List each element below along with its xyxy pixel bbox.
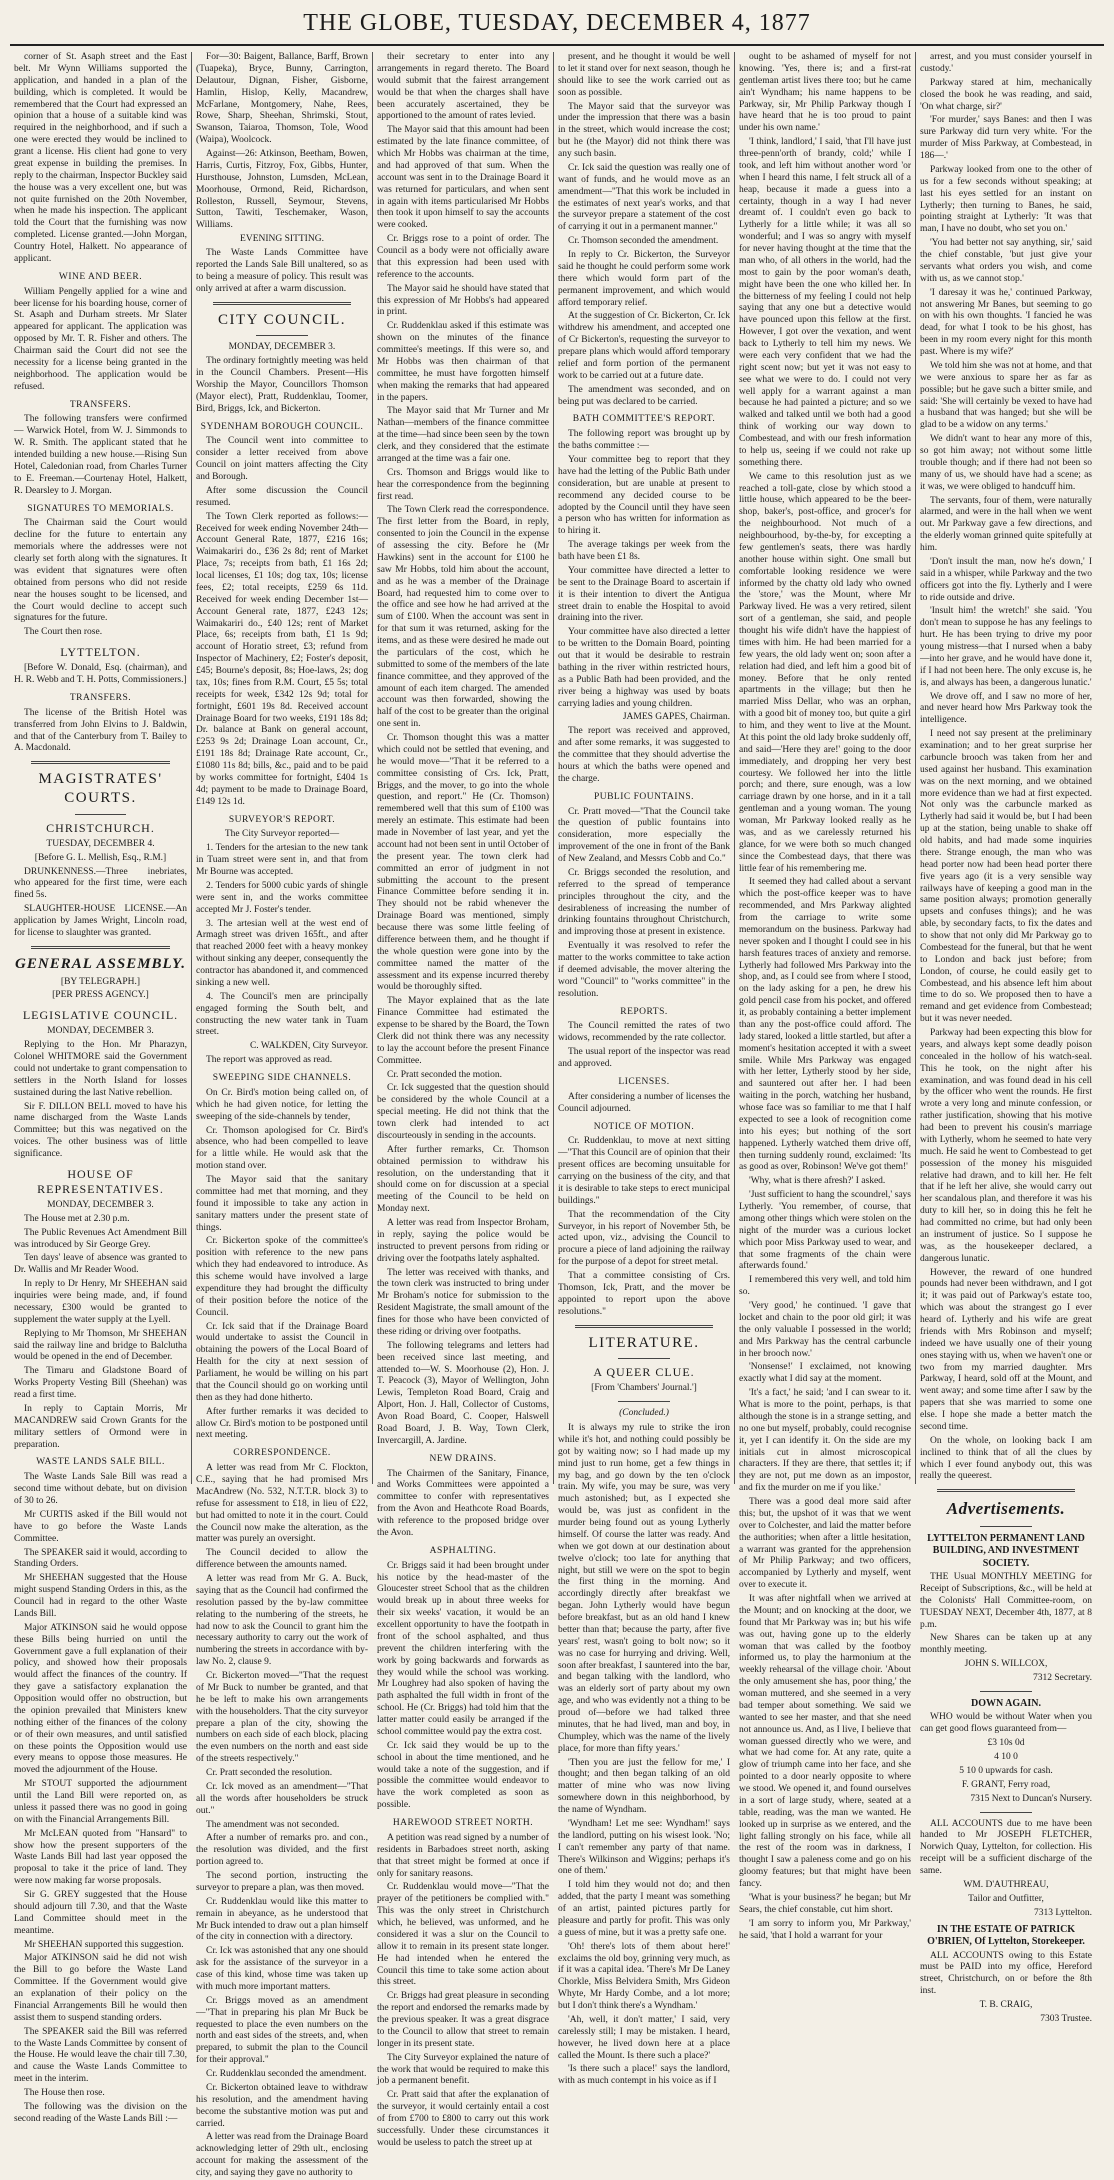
section-heading: BATH COMMITTEE'S REPORT. (572, 414, 716, 425)
section-heading: HAREWOOD STREET NORTH. (392, 1818, 534, 1828)
section-heading: SIGNATURES TO MEMORIALS. (27, 503, 174, 514)
section-heading: CITY COUNCIL. (217, 311, 347, 328)
article-paragraph: I told him they would not do; and then added, that the party I meant was something of an artist, painted pictures partly for pleasure and partly for profit. This was only a guess of mine, but it was a pretty safe one. (558, 1880, 730, 1938)
article-paragraph: present, and he thought it would be well to let it stand over for next season, though he should like to see the work carried out as soon as possible. (558, 52, 730, 98)
article-paragraph: It seemed they had called about a servant which the post-office keeper was to have recommended, and Mrs Parkway alighted from the carriage to write some memorandum on the business. Parkway had never spoken and I thought I could see in his harsh features traces of anxiety and remorse. Lytherly had followed Mrs Parkway into the shop, and, as I could see from where I stood, on the lady asking for a pen, he drew his gold pencil case from his pocket, and offered it, as probably containing a better implement than any the post-office could afford. The lady stared, looked a little startled, but after a moment's hesitation accepted it with a sweet smile. While Mrs Parkway was engaged with her letter, Lytherly stood by her side, and sauntered out after her. I had been waiting in the porch, watching her husband, whose face was so familiar to me that I half expected to see a look of recognition come into his eyes; but nothing of the sort happened. Lytherly watched them drive off, then turning suddenly round, exclaimed: 'Its as good as over, Robinson! We've got them!' (739, 877, 911, 1173)
article-paragraph: The Council decided to allow the difference between the amounts named. (196, 1548, 368, 1571)
article-paragraph: The ordinary fortnightly meeting was held in the Council Chambers. Present—His Worship the Mayor, Councillors Thomson (Mayor elect), Pratt, Ruddenklau, Toomer, Bird, Briggs, Ick, and Bickerton. (196, 356, 368, 414)
article-paragraph: Your committee have also directed a letter to be written to the Domain Board, pointing out that it would be desirable to restrain bathing in the river within restricted hours, as a Public Bath had been provided, and the river being a highway was used by boats carrying ladies and young children. (558, 627, 730, 709)
section-heading: A QUEER CLUE. (593, 1365, 695, 1380)
article-paragraph: There was a good deal more said after this; but, the upshot of it was that we went over to Colchester, and laid the matter before the authorities; when after a little hesitation, a warrant was granted for the apprehension of Mr Philip Parkway; and two officers, accompanied by Lytherly and myself, went over to execute it. (739, 1497, 911, 1591)
article-paragraph: The report was approved as read. (206, 1055, 333, 1066)
subheading: (Concluded.) (619, 1408, 669, 1419)
article-paragraph: The Court then rose. (24, 627, 103, 638)
signature-line: 7315 Next to Duncan's Nursery. (970, 1793, 1092, 1804)
article-paragraph: 'Ah, well, it don't matter,' I said, very carelessly still; I may be mistaken. I heard, however, he lived down here at a place called the Mount. Is there such a place?' (558, 2014, 730, 2061)
section-divider (980, 1812, 1032, 1813)
article-paragraph: William Pengelly applied for a wine and beer license for his boarding house, corner of St. Asaph and Durham streets. Mr Slater appeared for applicant. The application was opposed by Mr. T. R. Fisher and others. The Chairman said the Court did not see the necessity for a license being granted in the neighborhood. The application would be refused. (14, 286, 187, 392)
signature-line: JOHN S. WILLCOX, (964, 1659, 1048, 1670)
article-paragraph: Cr. Thomson thought this was a matter which could not be settled that evening, and he would move—"That it be referred to a committee consisting of Crs. Ick, Pratt, Briggs, and the mover, to go into the whole question, and report." He (Cr. Thomson) remembered well that this sum of £100 was merely an estimate. This estimate had been made in November of last year, and yet the account had not been sent in until October of the present year. The town clerk had committed an error of judgment in not submitting the account to the present Finance Committee before sending it in. They should not be rabid whenever the Drainage Board was mentioned, simply because there was some little feeling of difference between them, and he thought if the whole question were gone into by the committee named the matter of the assessment and its expense incurred thereby would be thoroughly sifted. (377, 733, 549, 993)
article-paragraph: After a number of remarks pro. and con., the resolution was divided, and the first portion agreed to. (196, 1833, 368, 1868)
article-paragraph: The SPEAKER said it would, according to Standing Orders. (14, 1547, 187, 1570)
article-paragraph: The Town Clerk read the correspondence. The first letter from the Board, in reply, consented to join the Council in the expense of assessing the city. Before he (Mr Hawkins) sent in the account for £100 he saw Mr Hobbs, told him about the account, and as he was a member of the Drainage Board, had requested him to come over to the office and see how he had arrived at the sum of £100. When the account was sent in for that sum it was returned, asking for the items, and as these were desired he made out the particulars of the cost, which he submitted to some of the members of the late finance committee, and they approved of the amount of each item charged. The amended account was then forwarded, showing the half of the cost to be greater than the original one sent in. (377, 505, 549, 730)
article-paragraph: The Waste Lands Committee have reported the Lands Sale Bill unaltered, so as to being a measure of policy. This result was only arrived at after a warm discussion. (196, 248, 368, 294)
centered-line: 5 10 0 upwards for cash. (959, 1765, 1053, 1776)
section-divider (31, 761, 169, 764)
article-paragraph: The license of the British Hotel was transferred from John Elvins to J. Baldwin, and that of the Canterbury from T. Bailey to A. Macdonald. (14, 707, 187, 754)
advertisement-heading: LYTTELTON PERMANENT LAND BUILDING, AND INVESTMENT SOCIETY. (927, 1532, 1085, 1569)
article-paragraph: 1. Tenders for the artesian to the new tank in Tuam street were sent in, and that from Mr Bourne was accepted. (196, 843, 368, 877)
section-divider (937, 1489, 1075, 1492)
article-paragraph: 'Nonsense!' I exclaimed, not knowing exactly what I did say at the moment. (739, 1362, 911, 1385)
article-paragraph: Cr. Ick moved as an amendment—"That all the words after householders be struck out." (196, 1781, 368, 1816)
article-paragraph: Against—26: Atkinson, Beetham, Bowen, Harris, Curtis, Fitzroy, Fox, Gibbs, Hunter, Hursthouse, Johnston, Lumsden, McLean, Moorhouse, Ormond, Reid, Richardson, Rolleston, Russell, Seymour, Stevens, Sutton, Tawiti, Teschemaker, Wason, Williams. (196, 149, 368, 231)
article-paragraph: The amendment was not seconded. (206, 1819, 340, 1830)
article-paragraph: 'I am sorry to inform you, Mr Parkway,' he said, 'that I hold a warrant for your (739, 1918, 911, 1941)
article-paragraph: It is always my rule to strike the iron while it's hot, and nothing could possibly be got by waiting now; so I had made up my mind just to run home, get a few things in my bag, and go down by the ten o'clock train. My wife, you may be sure, was very much astonished; but, as I expected she would be, was just as confident in the murder being found out as young Lytherly himself. Of course the latter was ready. And when we got down at our destination about twelve o'clock; too late for anything that night, but still we were on the spot to begin the first thing in the morning. And accordingly directly after breakfast we began. John Lytherly would have begun before breakfast, but as an old hand I knew better than that; because the party, after five years' rest, wasn't going to bolt now; so it was no case for hurrying and driving. Well, soon after breakfast, I sauntered into the bar, and began talking with the landlord, who was an elderly sort of party about my own age, and who was evidently not a thing to be proud of—before we had talked three minutes, that he had lived, man and boy, in Chumpley, which was the name of the lively place, for more than fifty years.' (558, 1423, 730, 1754)
column-2 (191, 52, 372, 2178)
article-paragraph: I remembered this very well, and told him so. (739, 1275, 911, 1298)
signature-line: T. B. CRAIG, (979, 2000, 1033, 2010)
article-paragraph: Major ATKINSON said he would oppose these Bills being hurried on until the Government gave a full explanation of their policy, and showed how their proposals would affect the finances of the country. If they gave a satisfactory explanation the Opposition would offer no obstruction, but the opinion prevailed that Ministers knew nothing either of the finances of the colony or of their own measures, and until satisfied on these points the Opposition would use every means to oppose those measures. He moved the adjournment of the House. (14, 1622, 187, 1776)
article-paragraph: I need not say present at the preliminary examination; and to her great surprise her carbuncle brooch was taken from her and used against her husband. This examination was on the next morning, and we obtained more evidence than we had at first expected. Not only was the carbuncle marked as Lytherly had said it would be, but I had been up at the station, being unable to shake off old habits, and had made some inquiries there. Strange enough, the man who was head porter now had been head porter there five years ago (it is a very sensible way railways have of keeping a good man in the same position always; promotion generally upsets and confuses things); and he was able, by secondary facts, to fix the dates and to show that not only did Mr Parkway go to Combestead for the funeral, but that he went to London and back just before; from London, of course, he could easily get to Combestead, and his absence left him about time to do so. We proposed then to have a remand and get evidence from Combestead; but it was never needed. (920, 729, 1092, 1025)
article-paragraph: Cr. Ick said they would be up to the school in about the time mentioned, and he would take a note of the suggestion, and if possible the committee would endeavor to have the work completed as soon as possible. (377, 1740, 549, 1811)
section-divider (980, 1691, 1032, 1692)
article-paragraph: Cr. Ruddenklau asked if this estimate was shown on the minutes of the finance committee's meetings. If this were so, and Mr Hobbs was then chairman of that committee, he must have forgotten himself when making the remarks that had appeared in the papers. (377, 321, 549, 403)
section-heading: TRANSFERS. (69, 692, 132, 703)
section-heading: MAGISTRATES' COURTS. (38, 771, 163, 806)
article-paragraph: The City Surveyor explained the nature of the work that would be required to make this job a permanent benefit. (377, 2052, 549, 2087)
article-paragraph: The following transfers were confirmed — Warwick Hotel, from W. J. Simmonds to W. R. Smith. The applicant stated that he intended building a new house.—Rising Sun Hotel, Caledonian road, from Charles Turner to E. Freeman.—Courtenay Hotel, Halkett, R. Dearsley to J. Morgan. (14, 414, 187, 496)
article-paragraph: In reply to Cr. Bickerton, the Surveyor said he thought he could perform some work there which would form part of the permanent improvement, and which would afford temporary relief. (558, 250, 730, 308)
section-heading: WASTE LANDS SALE BILL. (36, 1457, 165, 1468)
article-paragraph: Cr. Pratt seconded the resolution. (206, 1768, 333, 1778)
article-paragraph: Replying to the Hon. Mr Pharazyn, Colonel WHITMORE said the Government could not undertake to grant compensation to settlers in the North Island for losses sustained during the last Native rebellion. (14, 1040, 187, 1098)
article-paragraph: We told him she was not at home, and that we were anxious to spare her as far as possible; but he gave such a bitter smile, and said: 'She will certainly be vexed to have had a husband that was hanged; but she will be glad to be a widow on any terms.' (920, 360, 1092, 431)
article-paragraph: 4. The Council's men are principally engaged forming the South belt, and constructing the new water tank in Tuam street. (196, 991, 368, 1038)
article-paragraph: 'Is there such a place!' says the landlord, with as much contempt in his voice as if I (558, 2064, 730, 2087)
article-paragraph: Cr. Briggs seconded the resolution, and referred to the spread of temperance principles throughout the city, and the desirableness of increasing the number of drinking fountains throughout Christchurch, and improving those at present in existence. (558, 867, 730, 938)
article-paragraph: On the whole, on looking back I am inclined to think that of all the clues by which I ever found anybody out, this was really the queerest. (920, 1435, 1092, 1482)
article-paragraph: Mr SHEEHAN supported this suggestion. (24, 1939, 184, 1950)
column-6 (915, 52, 1096, 2024)
masthead: THE GLOBE, TUESDAY, DECEMBER 4, 1877 (303, 10, 811, 36)
section-heading: GENERAL ASSEMBLY. (15, 955, 186, 972)
article-paragraph: Cr. Bickerton moved—"That the request of Mr Buck to number be granted, and that he be left to make his own arrangements with the householders. That the city surveyor prepare a plan of the city, showing the numbers on each side of each block, placing the even numbers on the north and east side of the streets respectively." (196, 1671, 368, 1765)
column-5 (734, 52, 915, 1941)
section-divider (213, 302, 351, 305)
article-paragraph: The House met at 2.30 p.m. (24, 1213, 130, 1224)
article-paragraph: Cr. Ick suggested that the question should be considered by the whole Council at a special meeting. He did not think that the town clerk had intended to act discourteously in sending in the accounts. (377, 1083, 549, 1141)
article-paragraph: In reply to Captain Morris, Mr MACANDREW said Crown Grants for the military settlers of Ormond were in preparation. (14, 1403, 187, 1450)
article-paragraph: The Mayor said he should have stated that this expression of Mr Hobbs's had appeared in print. (377, 283, 549, 318)
section-heading: SURVEYOR'S REPORT. (228, 814, 336, 825)
article-paragraph: 'Oh! there's lots of them about here!' exclaims the old boy, grinning very much, as if it was a capital idea. 'There's Mr De Laney Chorkle, Miss Belvidera Smith, Mrs Gideon Whyte, Mr Hardy Combe, and a lot more; but I don't think there's a Wyndham.' (558, 1941, 730, 2011)
article-paragraph: 3. The artesian well at the west end of Armagh street was driven 165ft., and after that reached 2000 feet with a heavy monkey without sinking any deeper, consequently the contractor has abandoned it, and commenced sinking a new well. (196, 918, 368, 988)
centered-line: [PER PRESS AGENCY.] (52, 990, 149, 1001)
signature-line: WM. D'AUTHREAU, (963, 1879, 1049, 1890)
section-heading: HOUSE OF REPRESENTATIVES. (37, 1166, 164, 1196)
section-heading: WINE AND BEER. (58, 271, 143, 282)
article-paragraph: Eventually it was resolved to refer the matter to the works committee to take action if deemed advisable, the mover altering the word "Council" to "works committee" in the resolution. (558, 941, 730, 999)
article-paragraph: For—30: Baigent, Ballance, Barff, Brown (Tuapeka), Bryce, Bunny, Carrington, Delautour, Dignan, Fisher, Gisborne, Hamlin, Hislop, Kelly, Macandrew, McFarlane, Montgomery, Nahe, Rees, Rowe, Sharp, Sheehan, Shrimski, Stout, Swanson, Taiaroa, Thomson, Tole, Wood (Waipa), Woolcock. (196, 52, 368, 146)
centered-line: MONDAY, DECEMBER 3. (47, 1026, 154, 1037)
article-paragraph: ALL ACCOUNTS due to me have been handed to Mr JOSEPH FLETCHER, Norwich Quay, Lyttelton, for collection. His receipt will be a sufficient discharge of the same. (920, 1818, 1092, 1876)
article-paragraph: Mr CURTIS asked if the Bill would not have to go before the Waste Lands Committee. (14, 1509, 187, 1544)
article-paragraph: Your committee have directed a letter to be sent to the Drainage Board to ascertain if it is their intention to divert the Antigua street drain to enable the Hospital to avoid draining into the river. (558, 565, 730, 624)
article-paragraph: Cr. Pratt said that after the explanation of the surveyor, it would certainly entail a cost of from £700 to £800 to carry out this work successfully. Under these circumstances it would be useless to patch the street up at (377, 2090, 549, 2148)
article-paragraph: Parkway had been expecting this blow for years, and always kept some deadly poison concealed in the hollow of his watch-seal. This he took, on the night after his examination, and was found dead in his cell by the officer who went the rounds. He first wrote a very long and minute confession, or rather justification, showing that his motive had been to prevent his cousin's marriage with Lytherly, whom he seemed to hate very much. He said he went to Combestead to get possession of the money his misguided relative had drawn, and to kill her. He felt that if he left her alive, she would carry out her scandalous plan, and therefore it was his duty to kill her, so in doing this he felt he had committed no crime, but had only been an instrument of justice. So I suppose he was, as the housekeeper declared, a dangerous lunatic. (920, 1028, 1092, 1264)
article-paragraph: 'What is your business?' he began; but Mr Sears, the chief constable, cut him short. (739, 1892, 911, 1915)
article-paragraph: Cr. Bickerton spoke of the committee's position with reference to the new pans which they had endeavored to introduce. As this scheme would have involved a large expenditure they had brought the difficulty of their position before the notice of the Council. (196, 1236, 368, 1318)
section-divider (575, 1325, 713, 1328)
article-paragraph: Cr. Ick said that if the Drainage Board would undertake to assist the Council in obtaining the powers of the Local Board of Health for the city at next session of Parliament, he would be willing on his part that the Council should go on working until then as they had done hitherto. (196, 1321, 368, 1403)
article-paragraph: A letter was read from the Drainage Board acknowledging letter of 29th ult., enclosing account for making the assessment of the city, and saying they gave no authority to (196, 2132, 368, 2178)
article-paragraph: New Shares can be taken up at any monthly meeting. (920, 1633, 1092, 1656)
article-paragraph: Cr. Briggs had great pleasure in seconding the report and endorsed the remarks made by the previous speaker. It was a great disgrace to the Council to allow that street to remain longer in its present state. (377, 1991, 549, 2049)
section-heading: NOTICE OF MOTION. (593, 1121, 695, 1132)
article-paragraph: We came to this resolution just as we reached a toll-gate, close by which stood a little house, which appeared to be the beer-shop, baker's, post-office, and grocer's for the neighbourhood. Not much of a neighbourhood, by-the-by, for excepting a few gentlemen's seats, there was hardly another house within sight. One small but comfortable looking residence we were informed by the chatty old lady who owned the 'store,' was the Mount, where Mr Parkway lived. He was a very retired, silent sort of a gentleman, she said, and people thought his wife didn't have the happiest of times with him. He had been married for a few years, the old lady went on; soon after a relation had died, and left him a good bit of money. Before that he only rented apartments in the village; but then he married Miss Dellar, who was an orphan, with a good bit of money too, but quite a girl to him, and they went to live at the Mount. At this point the old lady broke suddenly off, and said—'Here they are!' going to the door immediately, and dropping her very best courtesy. We followed her into the little porch; and there, sure enough, was a low carriage drawn by one horse, and in it a tall gentleman and a young woman. The young woman, Mr Parkway looked really as he was, and as we carelessly returned his glance, for we were both so much changed since the Combestead days, that there was little fear of his remembering me. (739, 471, 911, 874)
article-paragraph: The Council remitted the rates of two widows, recommended by the rate collector. (558, 1021, 730, 1044)
article-paragraph: Cr. Thomson apologised for Cr. Bird's absence, who had been compelled to leave for a little while. He would ask that the motion stand over. (196, 1125, 368, 1172)
article-paragraph: 'I think, landlord,' I said, 'that I'll have just three-penn'orth of brandy, cold;' while I took, and left him without another word 'or when I heard this name, I felt struck all of a heap, because it made a guess into a certainty, though in a way I had never dreamt of. I couldn't even go back to Lytherly for a little while; it was all so wonderful; and I was so angry with myself for never having thought at the time that the man who, of all others in the world, had the most to gain by the poor woman's death, might have been the one who killed her. In the bitterness of my feeling I could not help saying that any one but a detective would have pounced upon this fellow at the first. However, I got over the vexation, and went back to Lytherly to tell him my news. We were each very confident that we had the right scent now; but yet it was not easy to see what we were to do. I could not very well apply for a warrant against a man because he had painted a picture; and so we walked and talked until we both had a good think of working our way down to Combestead, and with our fresh information to help us, seeing if we could not rake up something there. (739, 137, 911, 468)
section-heading: LYTTELTON. (60, 645, 141, 660)
article-paragraph: Cr. Briggs moved as an amendment—"That in preparing his plan Mr Buck be requested to place the even numbers on the north and east sides of the streets, and, when prepared, to submit the plan to the Council for their approval." (196, 1995, 368, 2066)
advertisement-heading: DOWN AGAIN. (970, 1697, 1041, 1709)
centered-line: EVENING SITTING. (240, 234, 324, 245)
section-heading: LICENSES. (618, 1076, 670, 1087)
article-paragraph: The following was the division on the second reading of the Waste Lands Bill :— (14, 2101, 187, 2124)
advertisement-heading: IN THE ESTATE OF PATRICK O'BRIEN, Of Lyttelton, Storekeeper. (927, 1923, 1085, 1947)
article-paragraph: ALL ACCOUNTS owing to this Estate must be PAID into my office, Hereford street, Christchurch, on or before the 8th inst. (920, 1950, 1092, 1997)
signature-line: 7312 Secretary. (1033, 1673, 1092, 1683)
article-paragraph: 'For murder,' says Banes: and then I was sure Parkway did turn very white. 'For the murder of Miss Parkway, at Combestead, in 186—.' (920, 115, 1092, 161)
section-heading: SWEEPING SIDE CHANNELS. (212, 1073, 352, 1083)
section-divider (980, 1526, 1032, 1527)
article-paragraph: 'I daresay it was he,' continued Parkway, not answering Mr Banes, but seeming to go on with his own thoughts. 'I fancied he was dead, for what I took to be his ghost, has been in my room every night for this month past. Where is my wife?' (920, 287, 1092, 357)
article-paragraph: A petition was read signed by a number of residents in Barbadoes street north, asking that that street might be formed at once if only for sanitary reasons. (377, 1832, 549, 1879)
section-heading: REPORTS. (620, 1006, 668, 1017)
article-paragraph: The Chairmen of the Sanitary, Finance, and Works Committees were appointed a committee to confer with representatives from the Avon and Heathcote Road Boards, with reference to the proposed bridge over the Avon. (377, 1468, 549, 1538)
article-paragraph: A letter was read from Inspector Broham, in reply, saying the police would be instructed to prevent persons from riding or driving over the footpaths lately asphalted. (377, 1218, 549, 1264)
article-paragraph: corner of St. Asaph street and the East belt. Mr Wynn Williams supported the application, and handed in a plan of the building, which is completed. It would be remembered that the Court had expressed an opinion that a house of a suitable kind was required in the neighborhood, and if such a one were erected they would be inclined to grant a license. His client had gone to very great expense in building the premises. In reply to the chairman, Inspector Buckley said the house was a very excellent one, but was not quite furnished on the 20th November, when he made his inspection. The applicant told the Court that the furnishing was now completed. License granted.—John Morgan, Country Hotel, Halkett. No appearance of applicant. (14, 52, 187, 264)
article-paragraph: A letter was read from Mr G. A. Buck, saying that as the Council had confirmed the resolution passed by the by-law committee relating to the numbering of the streets, he had now to ask the Council to grant him the necessary authority to carry out the work of numbering the streets in accordance with by-law No. 2, clause 9. (196, 1574, 368, 1668)
article-paragraph: Cr. Pratt moved—"That the Council take the question of public fountains into consideration, more especially the improvement of the one in front of the Bank of New Zealand, and Messrs Cobb and Co." (558, 806, 730, 864)
article-paragraph: 'Very good,' he continued. 'I gave that locket and chain to the poor old girl; it was the only valuable I possessed in the world; and Mrs Parkway has the central carbuncle in her brooch now.' (739, 1301, 911, 1359)
article-paragraph: The Council went into committee to consider a letter received from above Council on joint matters affecting the City and Borough. (196, 436, 368, 482)
article-paragraph: Cr. Ruddenklau seconded the amendment. (206, 2069, 367, 2079)
article-paragraph: The Waste Lands Sale Bill was read a second time without debate, but on division of 30 to 26. (14, 1472, 187, 1506)
article-paragraph: Cr. Bickerton obtained leave to withdraw his resolution, and the amendment having become the substantive motion was put and carried. (196, 2082, 368, 2129)
article-paragraph: The Town Clerk reported as follows:—Received for week ending November 24th—Account General Rate, 1877, £216 16s; Waimakariri do., £36 2s 8d; rent of Market Place, 7s; receipts from bath, £1 16s 2d; local licenses, £1 10s; dog tax, 10s; license fees, £2; total receipts, £259 6s 11d. Received for week ending December 1st—Account General rate, 1877, £243 12s; Waimakariri do., £40 12s; rent of Market Place, 6s; receipts from bath, £1 1s 9d; account of Horatio street, £3; refund from Inspector of Machinery, £2; Foster's deposit, £45; Bourne's deposit, 8s; Hoe-laws, 2s; dog tax, 10s; fines from R.M. Court, £5 5s; total receipts for week, £342 12s 9d; total for fortnight, £601 19s 8d. Received account Drainage Board for two weeks, £191 18s 8d; Dr. balance at Bank on general account, £253 9s 2d; Drainage Loan account, Cr., £191 18s 8d; Drainage Rate account, Cr., £1080 11s 8d; bills, &c., paid and to be paid by works committee for fortnight, £404 1s 4d; payment to be made to Drainage Board, £149 12s 1d. (196, 511, 368, 807)
signature-line: C. WALKDEN, City Surveyor. (249, 1041, 368, 1052)
signature-line: 7313 Lyttelton. (1033, 1907, 1092, 1918)
article-paragraph: Your committee beg to report that they have had the letting of the Public Bath under consideration, but are unable at present to recommend any decided course to be adopted by the Council until they have seen a person who has written for information as to hiring it. (558, 455, 730, 537)
article-paragraph: We didn't want to hear any more of this, so got him away; not without some little trouble though; and if there had not been so many of us, we should have had a scene; as it was, we were obliged to handcuff him. (920, 434, 1092, 492)
column-3 (372, 52, 553, 2148)
signature-line: F. GRANT, Ferry road, (961, 1779, 1051, 1790)
centered-line: The City Surveyor reported— (224, 829, 340, 840)
section-heading: Advertisements. (946, 1499, 1066, 1519)
centered-line: TUESDAY, DECEMBER 4. (46, 838, 155, 849)
article-paragraph: The following report was brought up by the baths committee :— (558, 429, 730, 452)
article-paragraph: ought to be ashamed of myself for not knowing. 'Yes, there is; and a first-rat gentleman artist lives there too; but he came ain't Wyndham; his name happens to be Parkway, sir, Mr Philip Parkway though I have heard that he is too proud to paint under his own name.' (739, 52, 911, 134)
article-paragraph: The Mayor said that the sanitary committee had met that morning, and they found it impossible to take any action in sanitary matters under the present state of things. (196, 1175, 368, 1233)
centered-line: [BY TELEGRAPH.] (60, 976, 141, 987)
article-paragraph: Mr SHEEHAN suggested that the House might suspend Standing Orders in this, as the Council had in regard to the other Waste Lands Bill. (14, 1573, 187, 1619)
signature-line: JAMES GAPES, Chairman. (622, 712, 730, 723)
article-paragraph: The amendment was seconded, and on being put was declared to be carried. (558, 384, 730, 407)
article-paragraph: Cr. Ick said the question was really one of want of funds, and he would move as an amendment—"That this work be included in the estimates of next year's works, and that the surveyor prepare a statement of the cost of carrying it out in a permanent manner." (558, 162, 730, 233)
article-paragraph: However, the reward of one hundred pounds had never been withdrawn, and I got it; it was paid out of Parkway's estate too, which was about the strangest go I ever heard of. Lytherly and his wife are great friends with Mrs Robinson and myself; indeed we have usually one of their young ones staying with us, when we haven't one or two from my married daughter. Mrs Parkway, I heard, sold off at the Mount, and went away; and some time after I saw by the papers that she was married to some one else. I hope she made a better match the second time. (920, 1267, 1092, 1432)
article-paragraph: Ten days' leave of absence was granted to Dr. Wallis and Mr Reader Wood. (14, 1253, 187, 1276)
article-paragraph: arrest, and you must consider yourself in custody.' (920, 52, 1092, 74)
article-paragraph: The Mayor said that the surveyor was under the impression that there was a basin in the street, which would increase the cost; but he (the Mayor) did not think there was any such basin. (558, 101, 730, 159)
article-paragraph: Parkway stared at him, mechanically closed the book he was reading, and said, 'On what charge, sir?' (920, 77, 1092, 112)
centered-line: 4 10 0 (994, 1752, 1018, 1762)
article-paragraph: That a committee consisting of Crs. Thomson, Ick, Pratt, and the mover be appointed to report upon the above resolutions." (558, 1271, 730, 1317)
article-paragraph: The usual report of the inspector was read and approved. (558, 1047, 730, 1069)
article-paragraph: Mr STOUT supported the adjournment until the Land Bill were reported on, as unless it passed there was no good in going on with the Financial Arrangements Bill. (14, 1779, 187, 1825)
article-paragraph: [Before W. Donald, Esq. (chairman), and H. R. Webb and T. H. Potts, Commissioners.] (14, 663, 187, 685)
section-heading: TRANSFERS. (69, 399, 132, 410)
article-paragraph: The House then rose. (24, 2088, 105, 2098)
column-4 (553, 52, 734, 2087)
article-paragraph: The second portion, instructing the surveyor to prepare a plan, was then moved. (196, 1871, 368, 1893)
article-paragraph: The Timaru and Gladstone Board of Works Property Vesting Bill (Sheehan) was read a first time. (14, 1366, 187, 1400)
centered-line: [Before G. L. Mellish, Esq., R.M.] (34, 852, 167, 863)
article-paragraph: After considering a number of licenses the Council adjourned. (558, 1091, 730, 1114)
article-paragraph: A letter was read from Mr C. Flockton, C.E., saying that he had promised Mrs MacAndrew (No. 532, N.T.T.R. block 3) to refuse for assessment to £18, in lieu of £22, but had omitted to note it in the court. Could the Council now make the alteration, as the matter was purely an oversight. (196, 1463, 368, 1545)
section-heading: LITERATURE. (588, 1334, 700, 1351)
article-paragraph: At the suggestion of Cr. Bickerton, Cr. Ick withdrew his amendment, and accepted one of Cr Bickerton's, requesting the surveyor to prepare plans which would afford temporary relief and form portion of the permanent work to be carried out at a future date. (558, 311, 730, 381)
article-paragraph: Cr. Thomson seconded the amendment. (568, 236, 719, 247)
section-divider (618, 1358, 670, 1359)
article-paragraph: The Public Revenues Act Amendment Bill was introduced by Sir George Grey. (14, 1227, 187, 1250)
article-paragraph: We drove off, and I saw no more of her, and never heard how Mrs Parkway took the intelligence. (920, 691, 1092, 726)
article-paragraph: Cr. Ruddenklau would like this matter to remain in abeyance, as he understood that Mr Buck intended to draw out a plan himself of the city in connection with a directory. (196, 1896, 368, 1943)
section-divider (256, 335, 308, 336)
centered-line: MONDAY, DECEMBER 3. (47, 1199, 154, 1210)
section-divider (75, 814, 127, 815)
article-paragraph: 2. Tenders for 5000 cubic yards of shingle were sent in, and the works committee accepted Mr J. Foster's tender. (196, 880, 368, 915)
article-paragraph: 'Then you are just the fellow for me,' I thought; and then began talking of an old matter of mine who was now living somewhere down in this neighborhood, by the name of Wyndham. (558, 1757, 730, 1815)
centered-line: MONDAY, DECEMBER 3. (228, 342, 336, 353)
columns-container (10, 52, 1104, 2178)
article-paragraph: That the recommendation of the City Surveyor, in his report of November 5th, be acted upon, viz., advising the Council to procure a piece of land adjoining the railway for the purpose of a depot for street metal. (558, 1209, 730, 1268)
article-paragraph: DRUNKENNESS.—Three inebriates, who appeared for the first time, were each fined 5s. (14, 866, 187, 901)
section-heading: NEW DRAINS. (429, 1453, 497, 1464)
column-1 (10, 52, 191, 2124)
article-paragraph: Crs. Thomson and Briggs would like to hear the correspondence from the beginning first read. (377, 467, 549, 502)
section-heading: CORRESPONDENCE. (233, 1448, 331, 1459)
article-paragraph: 'Wyndham! Let me see: Wyndham!' says the landlord, putting on his wisest look. 'No; I can't remember any party of that name. There's Wilkinson and Wiggins; perhaps it's one of them.' (558, 1818, 730, 1877)
section-divider (618, 1401, 670, 1402)
article-paragraph: Replying to Mr Thomson, Mr SHEEHAN said the railway line and bridge to Balclutha would be opened in the end of December. (14, 1328, 187, 1363)
article-paragraph: 'Don't insult the man, now he's down,' I said in a whisper, while Parkway and the two officers got into the fly. Lytherly and I were to ride outside and drive. (920, 556, 1092, 603)
article-paragraph: 'Insult him! the wretch!' she said. 'You don't mean to suppose he has any feelings to hurt. He has been trying to drive my poor young mistress—that I nursed when a baby—into her grave, and he would have done it, if I had not been here. The only excuse is, he is, and always has been, a dangerous lunatic.' (920, 606, 1092, 688)
article-paragraph: The Chairman said the Court would decline for the future to entertain any memorials where the addresses were not clearly set forth along with the signatures. It was evident that signatures were often obtained from persons who did not reside near the houses sought to be licensed, and the Court would decline to accept such signatures for the future. (14, 518, 187, 624)
article-paragraph: Sir G. GREY suggested that the House should adjourn till 7.30, and that the Waste Land Committee should meet in the meantime. (14, 1890, 187, 1936)
article-paragraph: WHO would be without Water when you can get good flows guaranteed from— (920, 1712, 1092, 1735)
article-paragraph: After some discussion the Council resumed. (196, 485, 368, 508)
article-paragraph: 'Why, what is there afresh?' I asked. (749, 1176, 886, 1187)
article-paragraph: After further remarks it was decided to allow Cr. Bird's motion to be postponed until next meeting. (196, 1406, 368, 1441)
article-paragraph: The Mayor explained that as the late Finance Committee had estimated the expense to be shared by the Board, the Town Clerk did not think there was any necessity to lay the account before the present Finance Committee. (377, 996, 549, 1066)
article-paragraph: The Mayor said that this amount had been estimated by the late finance committee, of which Mr Hobbs was chairman at the time, and had approved of that sum. When the account was sent in to the Drainage Board it was returned for particulars, and when sent in again with items particularised Mr Hobbs then took it upon himself to say the accounts were cooked. (377, 125, 549, 231)
section-heading: CHRISTCHURCH. (46, 820, 155, 835)
signature-line: 7303 Trustee. (1040, 2013, 1092, 2024)
article-paragraph: On Cr. Bird's motion being called on, of which he had given notice, for letting the sweeping of the side-channels by tender, (196, 1087, 368, 1122)
article-paragraph: 'Just sufficient to hang the scoundrel,' says Lytherly. 'You remember, of course, that among other things which were stolen on the night of the murder was a curious locket which poor Miss Parkway used to wear, and that some fragments of the chain were afterwards found.' (739, 1190, 911, 1272)
article-paragraph: 'You had better not say anything, sir,' said the chief constable, 'but just give your servants what orders you wish, and come with us, as we cannot stop.' (920, 238, 1092, 284)
article-paragraph: The report was received and approved, and after some remarks, it was suggested to the committee that they should advertise the hours at which the baths were opened and the charge. (558, 726, 730, 784)
section-heading: SYDENHAM BOROUGH COUNCIL. (200, 421, 364, 432)
article-paragraph: In reply to Dr Henry, Mr SHEEHAN said inquiries were being made, and, if found necessary, £300 would be granted to supplement the water supply at the Lyell. (14, 1279, 187, 1325)
article-paragraph: their secretary to enter into any arrangements in regard thereto. The Board would submit that the fairest arrangement would be that when the charges shall have been accurately ascertained, they be apportioned to the amount of rates levied. (377, 52, 549, 122)
article-paragraph: It was after nightfall when we arrived at the Mount; and on knocking at the door, we found that Mr Parkway was in; but his wife was out, having gone up to the elderly woman that was called by the footboy informed us, to play the harmonium at the weekly rehearsal of the village choir. 'About the only amusement she has, poor thing,' the woman muttered, and she seemed in a very bad temper about something. We said we wanted to see her master, and that she need not announce us. And, as I live, I believe that woman guessed directly who we were, and what we had come for. At any rate, quite a glow of triumph came into her face, and she pointed to a door nearly opposite to where we stood. We opened it, and found ourselves in a sort of large study, where, seated at a table, reading, was the man we wanted. He looked up in surprise as we entered, and the light falling strongly on his face, while all the rest of the room was in darkness, I thought I saw a paleness come and go on his gloomy features; but that might have been fancy. (739, 1594, 911, 1889)
signature-line: Tailor and Outfitter, (968, 1893, 1044, 1904)
article-paragraph: Cr. Ick was astonished that any one should ask for the assistance of the surveyor in a case of this kind, whose time was taken up with much more important matters. (196, 1946, 369, 1992)
article-paragraph: The SPEAKER said the Bill was referred to the Waste Lands Committee by consent of the House. He would leave the chair till 7.30, and cause the Waste Lands Committee to meet in the interim. (14, 2026, 187, 2085)
article-paragraph: Parkway looked from one to the other of us for a few seconds without speaking; at last his eyes settled for an instant on Lytherly; then turning to Banes, he said, pointing straight at Lytherly: 'It was that man, I have no doubt, who set you on.' (920, 164, 1092, 235)
section-divider (31, 946, 169, 949)
article-paragraph: Mr McLEAN quoted from "Hansard" to show how the present supporters of the Waste Lands Bill had last year opposed the proposal to take it the price of land. They were now making far worse proposals. (14, 1828, 187, 1887)
article-paragraph: The Mayor said that Mr Turner and Mr Nathan—members of the finance committee at the time—had since been seen by the town clerk, and they considered that the estimate arranged at the time was a fair one. (377, 406, 550, 464)
article-paragraph: Cr. Ruddenklau would move—"That the prayer of the petitioners be complied with." This was the only street in Christchurch which, he believed, was unformed, and he considered it was a slur on the Council to allow it to remain in its present state longer. He had intended when he entered the Council this time to take some action about this street. (377, 1882, 549, 1988)
masthead-rule (10, 44, 1104, 46)
article-paragraph: The following telegrams and letters had been received since last meeting, and attended to—W. S. Moorhouse (2), Hon. J. T. Peacock (3), Mayor of Wellington, John Lewis, Templeton Road Board, Craig and Alport, Hon. J. Hall, Collector of Customs, Avon Road Board, C. Cooper, Halswell Road Board, J. B. Way, Town Clerk, Invercargill, A. Jardine. (377, 1340, 549, 1446)
article-paragraph: 'It's a fact,' he said; 'and I can swear to it. What is more to the point, perhaps, is that although the stone is in a strange setting, and no one but myself, probably, could recognise it, yet I can identify it. On the side are my initials cut in almost microscopical characters. If they are there, that settles it; if they are not, put me down as an impostor, and fix the murder on me if you like.' (739, 1388, 911, 1494)
article-paragraph: After further remarks, Cr. Thomson obtained permission to withdraw his resolution, on the understanding that it should come on for discussion at a special meeting of the Council to be held on Monday next. (377, 1144, 549, 1215)
article-paragraph: The servants, four of them, were naturally alarmed, and were in the hall when we went out. Mr Parkway gave a few directions, and the elderly woman grinned quite spitefully at him. (920, 495, 1092, 553)
centered-line: £3 10s 0d (987, 1738, 1025, 1749)
section-heading: LEGISLATIVE COUNCIL. (22, 1008, 179, 1023)
article-paragraph: Cr. Pratt seconded the motion. (387, 1069, 503, 1080)
section-heading: PUBLIC FOUNTAINS. (593, 791, 695, 802)
article-paragraph: Major ATKINSON said he did not wish the Bill to go before the Waste Land Committee. If the Government would give an explanation of their policy on the Financial Arrangements Bill he would then assist them to suspend standing orders. (14, 1953, 187, 2023)
article-paragraph: Cr. Ruddenklau, to move at next sitting—"That this Council are of opinion that their present offices are becoming unsuitable for carrying on the business of the city, and that it is desirable to take steps to erect municipal buildings." (558, 1136, 730, 1206)
centered-line: [From 'Chambers' Journal.'] (591, 1383, 697, 1394)
article-paragraph: The letter was received with thanks, and the town clerk was instructed to bring under Mr Broham's notice for submission to the Resident Magistrate, the small amount of the fines for those who have been convicted of these riding or driving over footpaths. (377, 1267, 549, 1337)
article-paragraph: SLAUGHTER-HOUSE LICENSE.—An application by James Wright, Lincoln road, for license to slaughter was granted. (14, 904, 187, 938)
article-paragraph: THE Usual MONTHLY MEETING for Receipt of Subscriptions, &c., will be held at the Colonists' Hall Committee-room, on TUESDAY NEXT, December 4th, 1877, at 8 p.m. (920, 1572, 1092, 1630)
section-heading: ASPHALTING. (429, 1545, 497, 1556)
article-paragraph: Cr. Briggs rose to a point of order. The Council as a body were not officially aware that this expression had been used with reference to the accounts. (377, 234, 549, 280)
article-paragraph: The average takings per week from the bath have been £1 8s. (558, 540, 730, 562)
article-paragraph: Sir F. DILLON BELL moved to have his name discharged from the Waste Lands Committee; but this was negatived on the voices. The other business was of little significance. (14, 1101, 187, 1159)
article-paragraph: Cr. Briggs said it had been brought under his notice by the head-master of the Gloucester street School that as the children would break up in about three weeks for their six weeks' vacation, it would be an excellent opportunity to have the footpath in front of the school asphalted, and thus prevent the children interfering with the work by going backwards and forwards as they would while the school was working. Mr Loughrey had also spoken of having the path asphalted the full width in front of the school. He (Cr. Briggs) had told him that the latter matter could easily be arranged if the school committee would pay the extra cost. (377, 1560, 549, 1737)
